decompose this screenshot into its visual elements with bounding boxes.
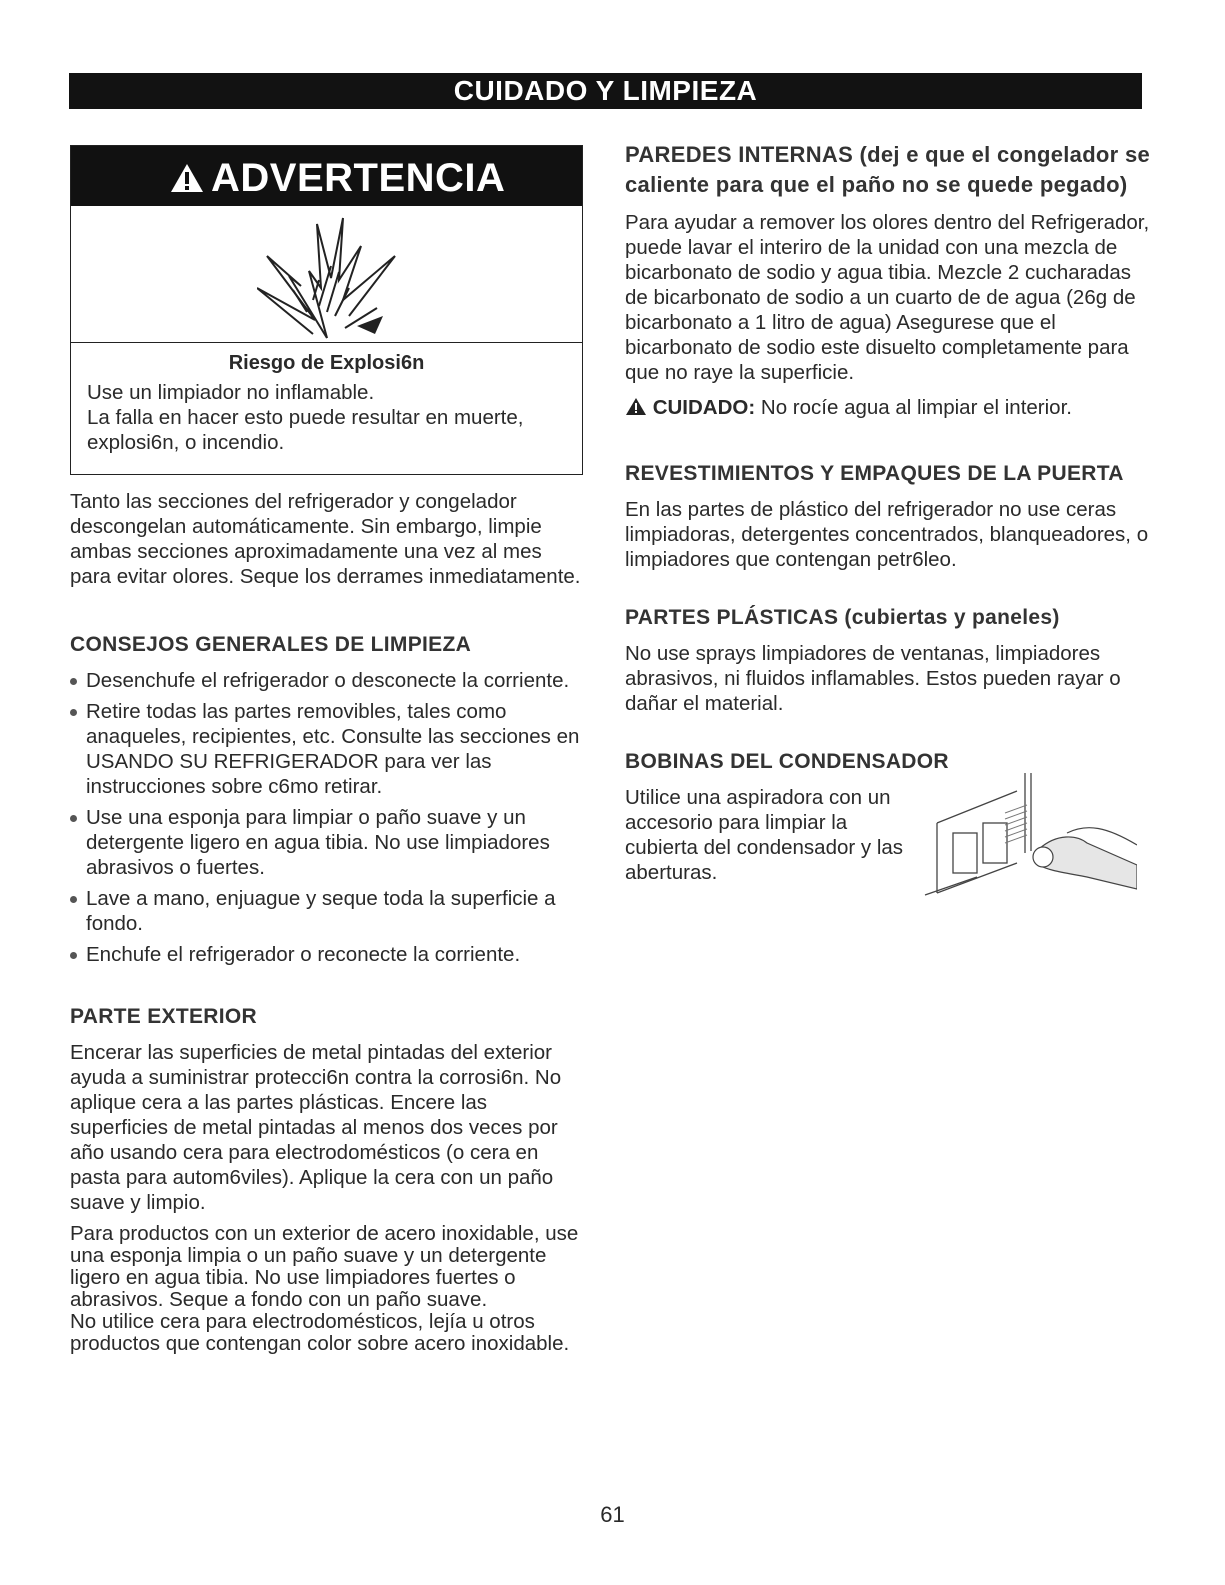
warning-body: [87, 380, 572, 455]
interior-paragraph: Para ayudar a remover los olores dentro del Refrigerador, puede lavar el interiro de la unidad con una mezcla de bicarbonato de sodio y agua tibia. Mezcle 2 cucharadas de bicarbonato de sodio a un cuarto de de agua (26g de bicarbonato a 1 litro de agua) Asegurese que el bicarbonato de sodio este disuelto completamente para que no raye la superficie.: [625, 211, 1150, 384]
exterior-paragraph-3: No utilice cera para electrodomésticos, lejía u otros productos que contengan color sobre acero inoxidable.: [70, 1310, 570, 1355]
right-column: [625, 140, 1150, 885]
caution-note: [625, 395, 1150, 420]
warning-triangle-icon: [625, 397, 647, 416]
warning-divider: [71, 342, 582, 343]
coils-paragraph: Utilice una aspiradora con un accesorio para limpiar la cubierta del condensador y las aberturas.: [625, 786, 904, 884]
list-item: Retire todas las partes removibles, tales como anaqueles, recipientes, etc. Consulte las secciones en USANDO SU REFRIGERADOR para ver las instrucciones sobre c6mo retirar.: [70, 699, 585, 799]
warning-heading: ADVERTENCIA: [211, 156, 506, 200]
warning-line-2: La falla en hacer esto puede resultar en muerte, explosi6n, o incendio.: [87, 406, 524, 454]
caution-label: CUIDADO:: [652, 396, 756, 419]
left-column: [70, 145, 585, 1355]
page-number: 61: [600, 1502, 625, 1527]
vacuum-condenser-icon: [917, 773, 1137, 903]
exterior-heading: PARTE EXTERIOR: [70, 1005, 257, 1028]
gaskets-paragraph: En las partes de plástico del refrigerador no use ceras limpiadoras, detergentes concentrados, blanqueadores, o limpiadores que contengan petr6leo.: [625, 498, 1149, 571]
warning-line-1: Use un limpiador no inflamable.: [87, 381, 375, 404]
coils-heading: BOBINAS DEL CONDENSADOR: [625, 750, 949, 773]
explosion-icon: [257, 216, 397, 341]
general-heading: CONSEJOS GENERALES DE LIMPIEZA: [70, 633, 472, 656]
plastic-paragraph: No use sprays limpiadores de ventanas, limpiadores abrasivos, ni fluidos inflamables. Estos pueden rayar o dañar el material.: [625, 642, 1121, 715]
plastic-heading: PARTES PLÁSTICAS (cubiertas y paneles): [625, 606, 1060, 629]
exterior-paragraph-1: Encerar las superficies de metal pintadas del exterior ayuda a suministrar protecci6n contra la corrosi6n. No aplique cera a las partes plásticas. Encere las superficies de metal pintadas al menos dos veces por año usando cera para electrodomésticos (o cera en pasta para autom6viles). Aplique la cera con un paño suave y limpio.: [70, 1041, 562, 1214]
general-list: [70, 668, 585, 967]
interior-heading: PAREDES INTERNAS (dej e que el congelador se caliente para que el paño no se quede pegado): [625, 142, 1151, 197]
list-item: Enchufe el refrigerador o reconecte la corriente.: [70, 942, 585, 967]
warning-triangle-icon: [169, 162, 205, 194]
intro-paragraph: Tanto las secciones del refrigerador y congelador descongelan automáticamente. Sin embargo, limpie ambas secciones aproximadamente una vez al mes para evitar olores. Seque los derrames inmediatamente.: [70, 490, 581, 588]
coils-section: [625, 785, 1150, 885]
list-item: Use una esponja para limpiar o paño suave y un detergente ligero en agua tibia. No use limpiadores abrasivos o fuertes.: [70, 805, 585, 880]
warning-title: Riesgo de Explosi6n: [228, 352, 425, 374]
list-item: Lave a mano, enjuague y seque toda la superficie a fondo.: [70, 886, 585, 936]
warning-header: [71, 146, 582, 206]
warning-box: [70, 145, 583, 475]
section-banner: CUIDADO Y LIMPIEZA: [69, 73, 1142, 109]
exterior-paragraph-2: Para productos con un exterior de acero inoxidable, use una esponja limpia o un paño suave y un detergente ligero en agua tibia. No use limpiadores fuertes o abrasivos. Seque a fondo con un paño suave.: [70, 1222, 579, 1311]
gaskets-heading: REVESTIMIENTOS Y EMPAQUES DE LA PUERTA: [625, 462, 1124, 485]
list-item: Desenchufe el refrigerador o desconecte la corriente.: [70, 668, 585, 693]
caution-text: No rocíe agua al limpiar el interior.: [760, 396, 1072, 419]
